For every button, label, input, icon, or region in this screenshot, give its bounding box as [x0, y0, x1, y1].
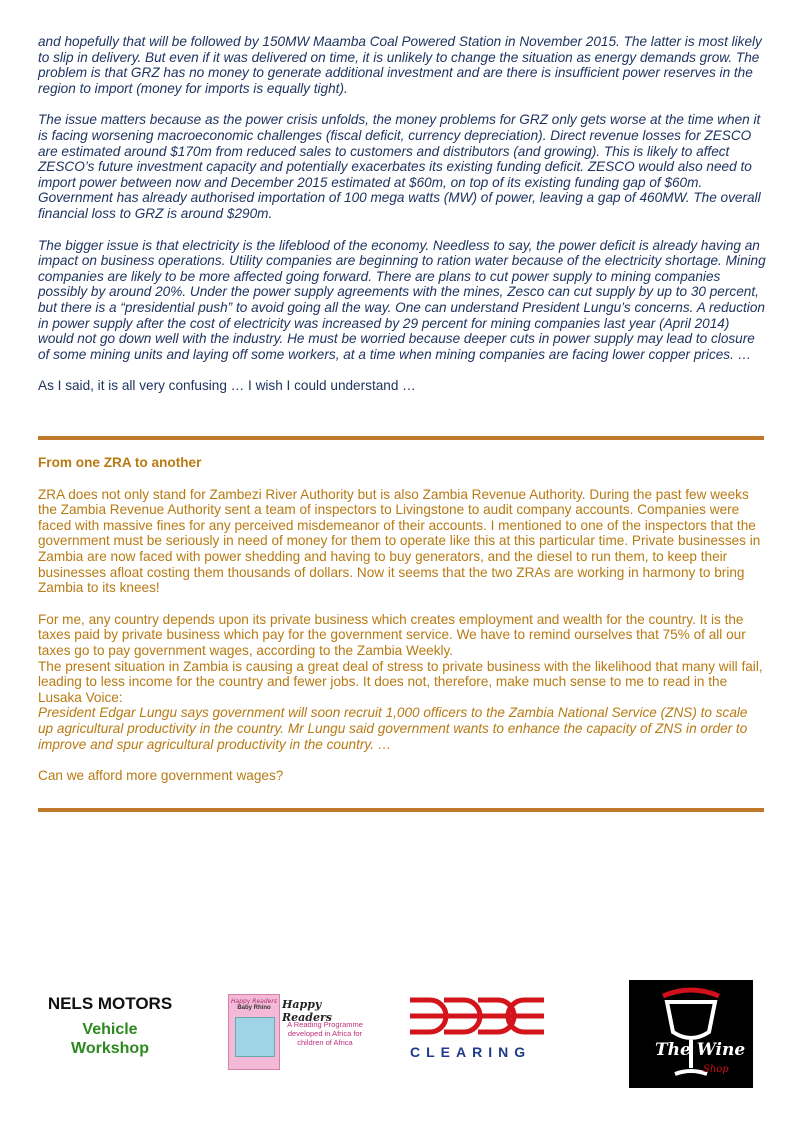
wine-shop-title: The Wine	[655, 1040, 746, 1060]
book-title-label: Baby Rhino	[237, 1005, 271, 1011]
section-divider-top	[38, 436, 764, 440]
wine-shop-logo[interactable]	[629, 980, 753, 1088]
esse-clearing-text: CLEARING	[410, 1044, 532, 1060]
nels-motors-logo[interactable]	[40, 994, 180, 1058]
article2-closing: Can we afford more government wages?	[38, 768, 284, 784]
book-series-label: Happy Readers	[231, 998, 277, 1005]
nels-vehicle-label: Vehicle	[82, 1021, 138, 1038]
article1-paragraph-1: and hopefully that will be followed by 150MW Maamba Coal Powered Station in November 2015. The latter is most likely to slip in delivery. But even if it was delivered on time, it is unlikely to change the situation as energy demands grow. The problem is that GRZ has no money to generate additional investment and are there is insufficient power reserves in the region to import (money for imports is equally tight).	[38, 34, 762, 96]
article1-paragraph-3: The bigger issue is that electricity is the lifeblood of the economy. Needless to say, the power deficit is already having an impact on business operations. Utility companies are beginning to ration water because of the electricity shortage. Mining companies are likely to be more affected going forward. There are plans to cut power supply to mining companies possibly by around 20%. Under the power supply agreements with the mines, Zesco can cut supply by up to 30 percent, but there is a “presidential push” to avoid going all the way. One can understand President Lungu’s concerns. A reduction in power supply after the cost of electricity was increased by 29 percent for mining companies last year (April 2014) would not go down well with the industry. He must be worried because deeper cuts in power supply may lead to closure of some mining units and laying off some workers, at a time when mining companies are facing lower copper prices. …	[38, 237, 766, 362]
esse-clearing-logo[interactable]	[404, 992, 550, 1072]
article2-paragraph-3: The present situation in Zambia is causing a great deal of stress to private business with the likelihood that many will fail, leading to less income for the country and fewer jobs. It does not, therefore, make much sense to me to read in the Lusaka Voice:	[38, 658, 763, 705]
article-zra	[38, 455, 766, 784]
section-divider-bottom	[38, 808, 764, 812]
article2-paragraph-1: ZRA does not only stand for Zambezi River Authority but is also Zambia Revenue Authority. During the past few weeks the Zambia Revenue Authority sent a team of inspectors to Livingstone to audit company accounts. Companies were faced with massive fines for any perceived misdemeanor of their accounts. I mentioned to one of the inspectors that the government must be seriously in need of money for them to operate like this at this particular time. Private businesses in Zambia are now faced with power shedding and having to buy generators, and the diesel to run them, to keep their businesses afloat costing them thousands of dollars. Now it seems that the two ZRAs are working in harmony to bring Zambia to its knees!	[38, 486, 761, 596]
article2-quote: President Edgar Lungu says government will soon recruit 1,000 officers to the Zambia National Service (ZNS) to scale up agricultural productivity in the country. Mr Lungu said government wants to enhance the capacity of ZNS in order to improve and spur agricultural productivity in the country. …	[38, 705, 748, 752]
book-illustration	[235, 1017, 275, 1057]
esse-mark-icon	[404, 992, 550, 1042]
happy-readers-logo[interactable]	[224, 994, 370, 1070]
book-cover-image	[228, 994, 280, 1070]
article-top	[38, 34, 766, 394]
article1-closing: As I said, it is all very confusing … I wish I could understand …	[38, 378, 416, 394]
article1-paragraph-2: The issue matters because as the power crisis unfolds, the money problems for GRZ only gets worse at the time when it is facing worsening macroeconomic challenges (fiscal deficit, currency depreciation). Direct revenue losses for ZESCO are estimated around $170m from reduced sales to customers and distributors (and growing). This is likely to affect ZESCO’s future investment capacity and potentially exacerbates its existing funding deficit. ZESCO would also need to import power between now and December 2015 estimated at $60m, on top of its existing funding gap of $60m. Government has already authorised importation of 100 mega watts (MW) of power, leaving a gap of 460MW. The overall financial loss to GRZ is around $290m.	[38, 112, 761, 221]
article2-paragraph-2: For me, any country depends upon its private business which creates employment and wealth for the country. It is the taxes paid by private business which pay for the government service. We have to remind ourselves that 75% of all our taxes go to pay government wages, according to the Zambia Weekly.	[38, 611, 746, 658]
nels-workshop-label: Workshop	[71, 1040, 149, 1057]
wine-glass-icon	[629, 980, 753, 1088]
nels-motors-name: NELS MOTORS	[47, 994, 173, 1013]
sponsor-logos	[0, 980, 800, 1090]
wine-shop-subtitle: Shop	[703, 1064, 729, 1075]
happy-readers-tagline: A Reading Programme developed in Africa for children of Africa	[287, 1020, 363, 1047]
section-heading: From one ZRA to another	[38, 455, 202, 470]
happy-readers-title: Happy Readers	[282, 998, 332, 1024]
